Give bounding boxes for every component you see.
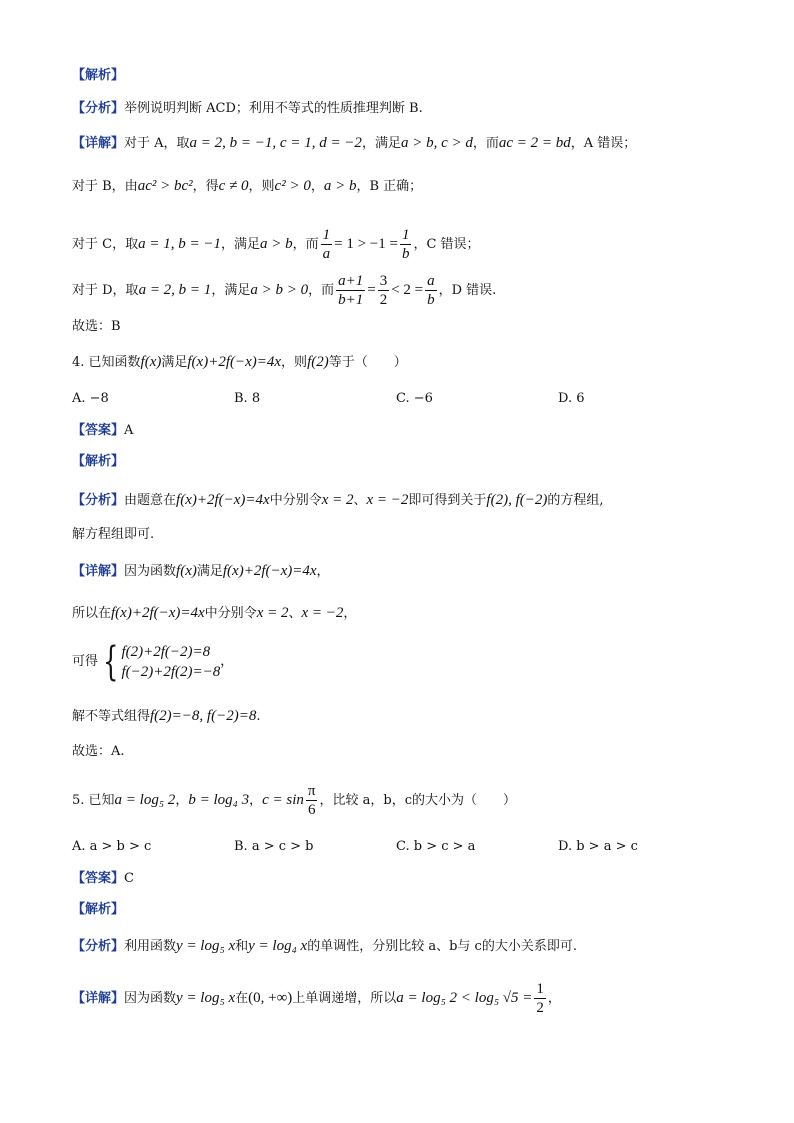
q4-option-b: B. 8: [234, 391, 261, 406]
math: a = 1, b = −1: [138, 236, 221, 252]
math: f(2)=−8, f(−2)=8: [150, 708, 257, 724]
math: =: [367, 282, 376, 298]
math: c = sin: [262, 792, 304, 808]
text: 的方程组,: [547, 493, 604, 508]
question-5: [72, 780, 516, 821]
answer-choice-line: [72, 317, 121, 337]
text: 上单调递增，所以: [292, 991, 397, 1006]
text: ，而: [308, 283, 335, 298]
text: 对于 B，由: [72, 179, 138, 194]
section-tag: 【分析】: [72, 939, 125, 954]
q5-option-c: C. b > c > a: [396, 839, 476, 854]
q4-detail-line-1: [72, 561, 330, 582]
text: ，则: [281, 355, 308, 370]
text: ，: [175, 793, 189, 808]
text: ，而: [292, 237, 319, 252]
analysis-heading: [72, 66, 124, 86]
text: 的单调性，分别比较 a、b与 c的大小关系即可.: [307, 939, 577, 954]
text: .: [256, 709, 261, 724]
math: f(x)+2f(−x)=4x: [187, 354, 282, 370]
text: 对于 D，取: [72, 283, 139, 298]
text: 中分别令: [269, 493, 322, 508]
q4-option-d: D. 6: [558, 391, 585, 406]
text: ，D 错误.: [438, 283, 497, 298]
detail-line-a: [72, 133, 636, 154]
analysis-heading-4: [72, 452, 124, 472]
equation-1: f(2)+2f(−2)=8: [121, 643, 211, 660]
math: (0, +∞): [248, 990, 293, 1006]
text: ，: [343, 606, 357, 621]
detail-line-d: [72, 270, 496, 311]
text: ，: [249, 793, 263, 808]
analysis-summary-line: [72, 99, 423, 119]
section-tag: 【答案】: [72, 423, 125, 438]
text: 解方程组即可.: [72, 527, 155, 542]
math: = 1 > −1 =: [334, 236, 398, 252]
section-tag: 【详解】: [72, 564, 125, 579]
math: f(x)+2f(−x)=4x: [222, 563, 317, 579]
text: 满足: [196, 564, 223, 579]
text: 故选：B: [72, 319, 121, 334]
math: c² > 0: [274, 178, 311, 194]
fraction: $\frac{1}{a}$: [322, 227, 331, 262]
text: C: [124, 871, 134, 886]
math: b = log₄ 3: [188, 792, 250, 808]
math: a = 2, b = −1, c = 1, d = −2: [189, 135, 362, 151]
text: ，: [547, 991, 561, 1006]
analysis-heading-5: [72, 900, 124, 920]
q5-analysis-line: [72, 936, 577, 957]
q5-option-d: D. b > a > c: [558, 839, 638, 854]
text: 5. 已知: [72, 793, 115, 808]
math: y = log₅ x: [176, 938, 236, 954]
math: a = 2, b = 1: [138, 282, 212, 298]
math: ac² > bc²: [137, 178, 193, 194]
section-tag: 【答案】: [72, 871, 125, 886]
text: ，: [220, 654, 234, 669]
text: ，满足: [220, 237, 260, 252]
text: 和: [235, 939, 249, 954]
text: 故选：A.: [72, 744, 125, 759]
text: 对于 A，取: [124, 136, 190, 151]
equation-2: f(−2)+2f(2)=−8: [121, 663, 221, 680]
equation-system: [121, 642, 220, 682]
text: ，A 错误；: [570, 136, 637, 151]
text: 满足: [161, 355, 188, 370]
math: x = 2: [321, 492, 354, 508]
answer-4: [72, 421, 133, 441]
math: y = log₅ x: [176, 990, 236, 1006]
text: 、: [288, 606, 302, 621]
math: x = −2: [366, 492, 409, 508]
detail-line-b: [72, 176, 422, 197]
text: ，得: [192, 179, 219, 194]
text: 等于（ ）: [328, 355, 407, 370]
fraction: $\frac{a}{b}$: [427, 273, 435, 308]
q4-option-a: A. −8: [72, 391, 109, 406]
math: a = log₅ 2 < log₅ √5 =: [396, 990, 533, 1006]
text: A: [124, 423, 134, 438]
math: c ≠ 0: [218, 178, 249, 194]
text: 中分别令: [204, 606, 257, 621]
q5-option-a: A. a > b > c: [72, 839, 152, 854]
math: ac = 2 = bd: [498, 135, 571, 151]
text: 因为函数: [124, 991, 177, 1006]
section-tag: 【解析】: [72, 68, 125, 83]
math: f(2): [307, 354, 329, 370]
math: a = log₅ 2: [114, 792, 176, 808]
q4-detail-line-5: [72, 742, 125, 762]
text: ，满足: [361, 136, 401, 151]
q4-analysis-line: [72, 490, 604, 511]
text: 所以在: [72, 606, 112, 621]
section-tag: 【分析】: [72, 493, 125, 508]
fraction: $\frac{1}{b}$: [401, 227, 410, 262]
math: x = −2: [301, 605, 344, 621]
fraction: $\frac{3}{2}$: [379, 273, 388, 308]
fraction: $\frac{a+1}{b+1}$: [338, 273, 364, 308]
detail-line-c: [72, 224, 480, 265]
math: a > b, c > d: [400, 135, 473, 151]
fraction: $\frac{\pi}{6}$: [307, 783, 316, 818]
text: 解不等式组得: [72, 709, 151, 724]
text: 、: [353, 493, 367, 508]
text: 因为函数: [124, 564, 177, 579]
text: 即可得到关于: [408, 493, 487, 508]
math: f(x)+2f(−x)=4x: [111, 605, 205, 621]
section-tag: 【解析】: [72, 902, 125, 917]
math: f(2), f(−2): [486, 492, 548, 508]
text: ，则: [248, 179, 275, 194]
text: 举例说明判断 ACD；利用不等式的性质推理判断 B.: [124, 101, 423, 116]
q4-analysis-line-2: [72, 525, 154, 545]
text: 可得: [72, 654, 99, 669]
text: 4. 已知函数: [72, 355, 141, 370]
q5-option-b: B. a > c > b: [234, 839, 314, 854]
text: ，满足: [211, 283, 251, 298]
question-4: [72, 352, 407, 373]
q4-detail-line-2: [72, 603, 356, 624]
left-brace: {: [103, 638, 119, 685]
math: f(x): [176, 563, 197, 579]
math: y = log₄ x: [248, 938, 308, 954]
text: ，: [310, 179, 324, 194]
answer-5: [72, 869, 134, 889]
section-tag: 【分析】: [72, 101, 125, 116]
text: 对于 C，取: [72, 237, 139, 252]
q5-detail-line: [72, 978, 561, 1019]
text: ，B 正确；: [356, 179, 423, 194]
fraction: $\frac{1}{2}$: [536, 981, 544, 1016]
section-tag: 【解析】: [72, 454, 125, 469]
math: a > b: [323, 178, 357, 194]
math: f(x)+2f(−x)=4x: [176, 492, 270, 508]
math: x = 2: [256, 605, 289, 621]
q4-detail-line-4: [72, 706, 260, 727]
q4-option-c: C. −6: [396, 391, 433, 406]
section-tag: 【详解】: [72, 991, 125, 1006]
section-tag: 【详解】: [72, 136, 125, 151]
text: 利用函数: [124, 939, 177, 954]
text: 由题意在: [124, 493, 177, 508]
text: ，: [316, 564, 330, 579]
text: 在: [235, 991, 249, 1006]
text: ，比较 a，b，c的大小为（ ）: [319, 793, 516, 808]
text: ，而: [472, 136, 499, 151]
math: < 2 =: [391, 282, 424, 298]
math: f(x): [140, 354, 162, 370]
math: a > b: [259, 236, 293, 252]
math: a > b > 0: [250, 282, 309, 298]
text: ，C 错误；: [413, 237, 480, 252]
q4-detail-system: [72, 640, 233, 684]
